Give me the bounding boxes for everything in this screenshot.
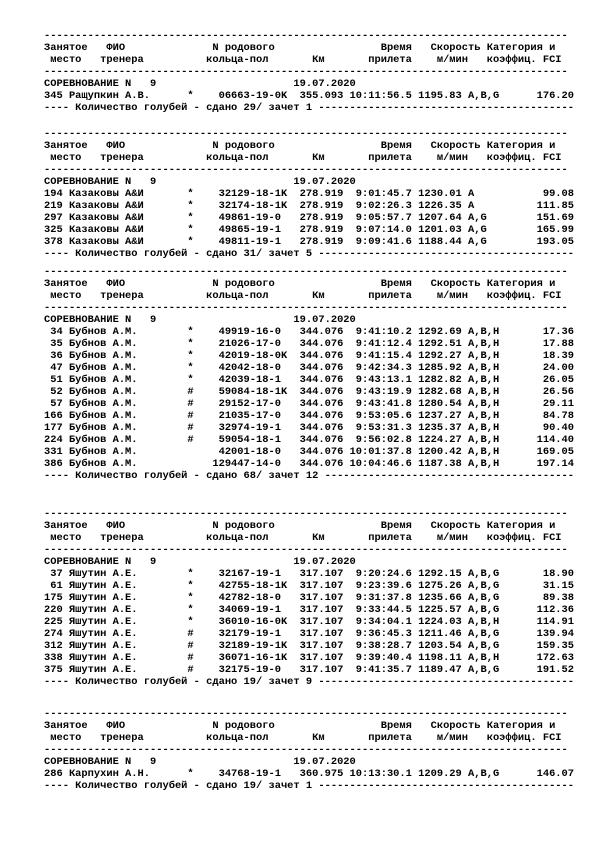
column-header-1: Занятое ФИО N родового Время Скорость Категория и (44, 140, 556, 152)
competition-line (44, 78, 356, 90)
column-header-2: место тренера кольца-пол Км прилета м/мин коэффиц. FCI (44, 54, 562, 66)
separator-line: ------------------------------------------------------------------------------------ (44, 744, 568, 756)
result-row: 274 Яшутин А.Е. # 32179-19-1 317.107 9:36:45.3 1211.46 A,B,G 139.94 (44, 628, 575, 640)
column-header-2: место тренера кольца-пол Км прилета м/мин коэффиц. FCI (44, 290, 562, 302)
race-date: 19.07.2020 (293, 314, 356, 326)
column-header-2: место тренера кольца-пол Км прилета м/мин коэффиц. FCI (44, 532, 562, 544)
summary-line: ---- Количество голубей - сдано 19/ зачет 9 ----------------------------------------- (44, 676, 575, 688)
result-row: 338 Яшутин А.Е. # 36071-16-1K 317.107 9:39:40.4 1198.11 A,B,H 172.63 (44, 652, 575, 664)
result-row: 331 Бубнов А.М. 42001-18-0 344.076 10:01:37.8 1200.42 A,B,H 169.05 (44, 446, 575, 458)
result-row: 177 Бубнов А.М. # 32974-19-1 344.076 9:53:31.3 1235.37 A,B,H 90.40 (44, 422, 575, 434)
column-header-2: место тренера кольца-пол Км прилета м/мин коэффиц. FCI (44, 152, 562, 164)
result-row: 225 Яшутин А.Е. * 36010-16-0K 317.107 9:34:04.1 1224.03 A,B,H 114.91 (44, 616, 575, 628)
race-date: 19.07.2020 (293, 78, 356, 90)
column-header-1: Занятое ФИО N родового Время Скорость Категория и (44, 720, 556, 732)
competition-line (44, 556, 356, 568)
result-row: 166 Бубнов А.М. # 21035-17-0 344.076 9:53:05.6 1237.27 A,B,H 84.78 (44, 410, 575, 422)
result-row: 51 Бубнов А.М. * 42039-18-1 344.076 9:43:13.1 1282.82 A,B,H 26.05 (44, 374, 575, 386)
result-row: 325 Казаковы А&И * 49865-19-1 278.919 9:07:14.0 1201.03 A,G 165.99 (44, 224, 575, 236)
summary-line: ---- Количество голубей - сдано 19/ зачет 1 ----------------------------------------- (44, 780, 575, 792)
separator-line: ------------------------------------------------------------------------------------ (44, 164, 568, 176)
separator-line: ------------------------------------------------------------------------------------ (44, 708, 568, 720)
result-row: 224 Бубнов А.М. # 59054-18-1 344.076 9:56:02.8 1224.27 A,B,H 114.40 (44, 434, 575, 446)
competition-line (44, 756, 356, 768)
separator-line: ------------------------------------------------------------------------------------ (44, 66, 568, 78)
result-row: 386 Бубнов А.М. 129447-14-0 344.076 10:04:46.6 1187.38 A,B,H 197.14 (44, 458, 575, 470)
separator-line: ------------------------------------------------------------------------------------ (44, 302, 568, 314)
separator-line: ------------------------------------------------------------------------------------ (44, 544, 568, 556)
competition-line (44, 314, 356, 326)
result-row: 297 Казаковы А&И * 49861-19-0 278.919 9:05:57.7 1207.64 A,G 151.69 (44, 212, 575, 224)
result-row: 37 Яшутин А.Е. * 32167-19-1 317.107 9:20:24.6 1292.15 A,B,G 18.90 (44, 568, 575, 580)
separator-line: ------------------------------------------------------------------------------------ (44, 266, 568, 278)
result-row: 220 Яшутин А.Е. * 34069-19-1 317.107 9:33:44.5 1225.57 A,B,G 112.36 (44, 604, 575, 616)
result-row: 52 Бубнов А.М. # 59084-18-1K 344.076 9:43:19.9 1282.68 A,B,H 26.56 (44, 386, 575, 398)
column-header-1: Занятое ФИО N родового Время Скорость Категория и (44, 278, 556, 290)
result-row: 36 Бубнов А.М. * 42019-18-0K 344.076 9:41:15.4 1292.27 A,B,H 18.39 (44, 350, 575, 362)
summary-line: ---- Количество голубей - сдано 68/ зачет 12 ---------------------------------------- (44, 470, 575, 482)
separator-line: ------------------------------------------------------------------------------------ (44, 30, 568, 42)
column-header-1: Занятое ФИО N родового Время Скорость Категория и (44, 520, 556, 532)
result-row: 47 Бубнов А.М. * 42042-18-0 344.076 9:42:34.3 1285.92 A,B,H 24.00 (44, 362, 575, 374)
result-row: 375 Яшутин А.Е. # 32175-19-0 317.107 9:41:35.7 1189.47 A,B,G 191.52 (44, 664, 575, 676)
competition-title: СОРЕВНОВАНИЕ N 9 (44, 756, 294, 768)
competition-title: СОРЕВНОВАНИЕ N 9 (44, 314, 294, 326)
competition-title: СОРЕВНОВАНИЕ N 9 (44, 556, 294, 568)
result-row: 219 Казаковы А&И * 32174-18-1K 278.919 9:02:26.3 1226.35 A 111.85 (44, 200, 575, 212)
summary-line: ---- Количество голубей - сдано 29/ зачет 1 ----------------------------------------- (44, 102, 575, 114)
result-row: 286 Карпухин А.Н. * 34768-19-1 360.975 10:13:30.1 1209.29 A,B,G 146.07 (44, 768, 575, 780)
column-header-1: Занятое ФИО N родового Время Скорость Категория и (44, 42, 556, 54)
column-header-2: место тренера кольца-пол Км прилета м/мин коэффиц. FCI (44, 732, 562, 744)
result-row: 34 Бубнов А.М. * 49919-16-0 344.076 9:41:10.2 1292.69 A,B,H 17.36 (44, 326, 575, 338)
race-date: 19.07.2020 (293, 176, 356, 188)
separator-line: ------------------------------------------------------------------------------------ (44, 128, 568, 140)
result-row: 312 Яшутин А.Е. # 32189-19-1K 317.107 9:38:28.7 1203.54 A,B,G 159.35 (44, 640, 575, 652)
competition-title: СОРЕВНОВАНИЕ N 9 (44, 78, 294, 90)
result-row: 175 Яшутин А.Е. * 42782-18-0 317.107 9:31:37.8 1235.66 A,B,G 89.38 (44, 592, 575, 604)
competition-title: СОРЕВНОВАНИЕ N 9 (44, 176, 294, 188)
result-row: 378 Казаковы А&И * 49811-19-1 278.919 9:09:41.6 1188.44 A,G 193.05 (44, 236, 575, 248)
separator-line: ------------------------------------------------------------------------------------ (44, 508, 568, 520)
summary-line: ---- Количество голубей - сдано 31/ зачет 5 ----------------------------------------- (44, 248, 575, 260)
result-row: 345 Ращупкин А.В. * 06663-19-0K 355.093 10:11:56.5 1195.83 A,B,G 176.20 (44, 90, 575, 102)
race-date: 19.07.2020 (293, 556, 356, 568)
result-row: 57 Бубнов А.М. # 29152-17-0 344.076 9:43:41.8 1280.54 A,B,H 29.11 (44, 398, 575, 410)
competition-line (44, 176, 356, 188)
result-row: 35 Бубнов А.М. * 21026-17-0 344.076 9:41:12.4 1292.51 A,B,H 17.88 (44, 338, 575, 350)
result-row: 61 Яшутин А.Е. * 42755-18-1K 317.107 9:23:39.6 1275.26 A,B,G 31.15 (44, 580, 575, 592)
race-date: 19.07.2020 (293, 756, 356, 768)
result-row: 194 Казаковы А&И * 32129-18-1K 278.919 9:01:45.7 1230.01 A 99.08 (44, 188, 575, 200)
